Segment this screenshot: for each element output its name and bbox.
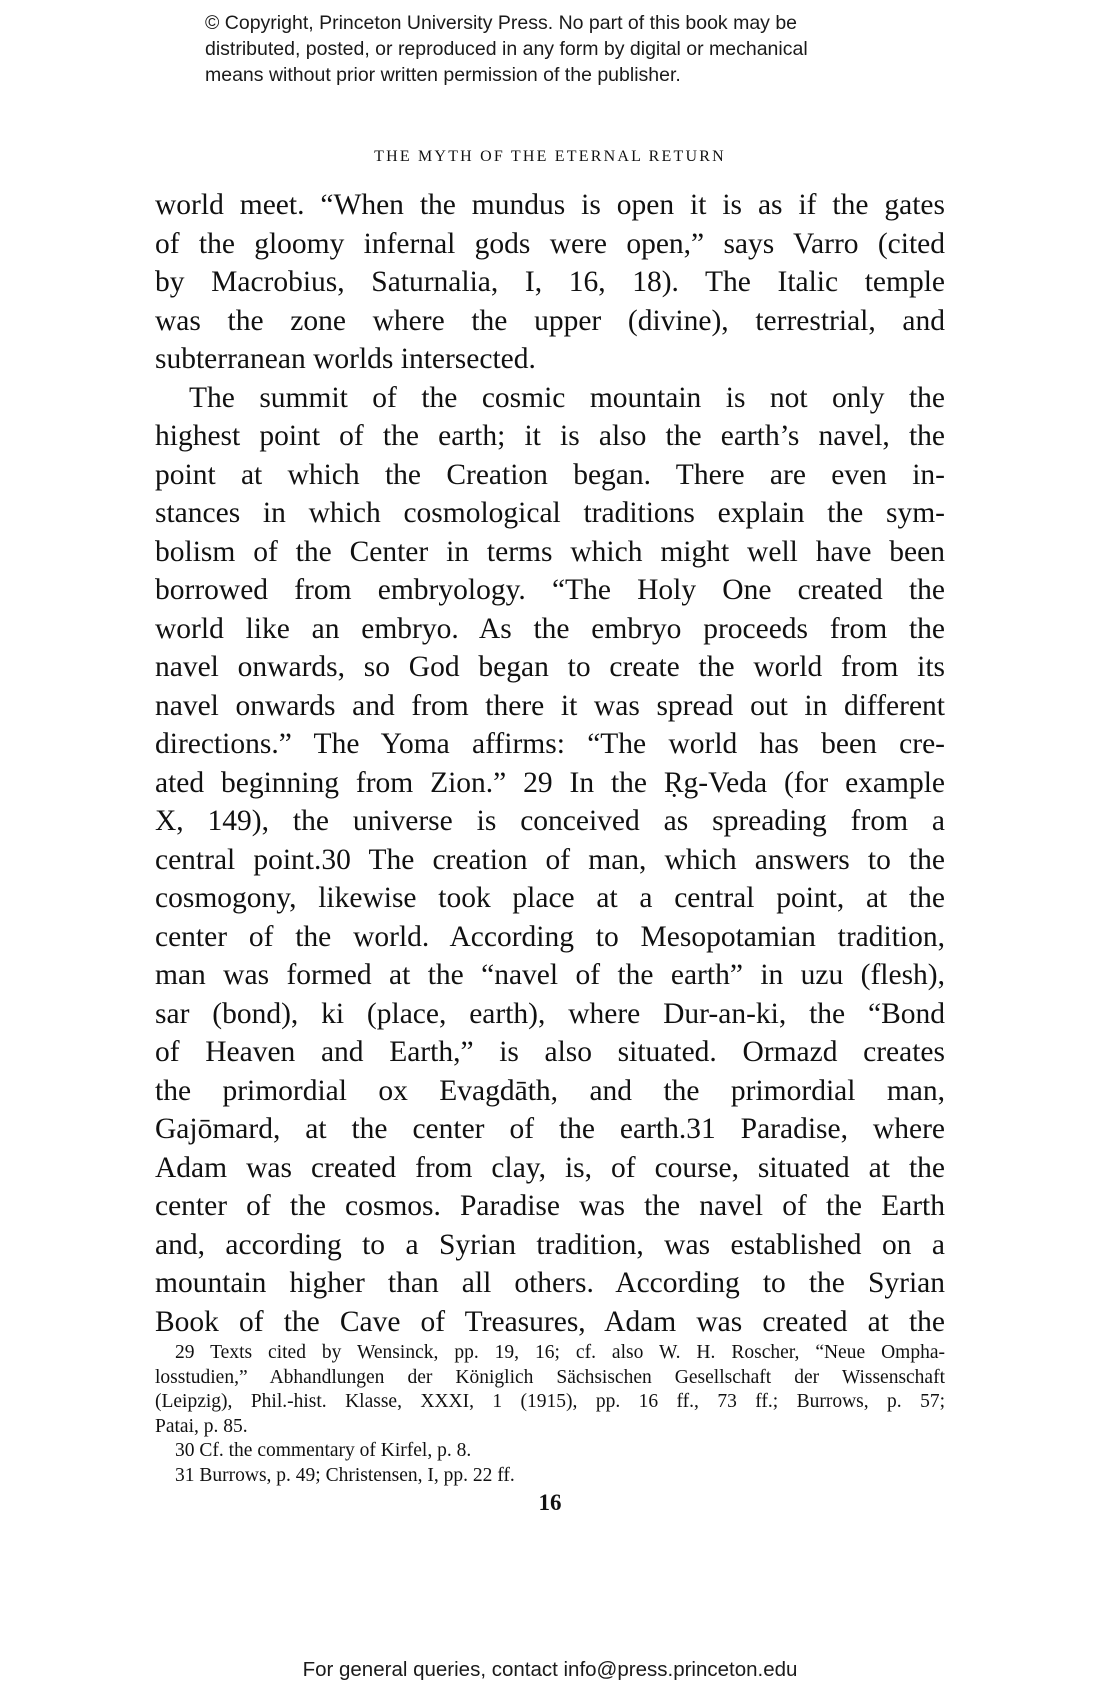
body-line: ated beginning from Zion.” 29 In the Ṛg-Veda (for example [155,766,945,799]
body-line: of the gloomy infernal gods were open,” says Varro (cited [155,227,945,260]
footnote-line: 31 Burrows, p. 49; Christensen, I, pp. 22 ff. [175,1464,515,1486]
body-line: highest point of the earth; it is also the earth’s navel, the [155,420,945,452]
body-line: cosmogony, likewise took place at a central point, at the [155,882,945,914]
body-line: navel onwards and from there it was spread out in different [155,689,945,722]
body-line: subterranean worlds intersected. [155,343,536,375]
body-line: bolism of the Center in terms which might well have been [155,535,945,568]
footnotes [155,1341,945,1488]
running-head: THE MYTH OF THE ETERNAL RETURN [374,148,726,165]
body-line: navel onwards, so God began to create the world from its [155,651,945,683]
body-line: was the zone where the upper (divine), terrestrial, and [155,304,945,337]
body-line: the primordial ox Evagdāth, and the primordial man, [155,1074,945,1107]
contact-line: For general queries, contact info@press.princeton.edu [302,1658,798,1681]
body-line: borrowed from embryology. “The Holy One created the [155,574,945,606]
body-line: Book of the Cave of Treasures, Adam was created at the [155,1305,945,1338]
body-line: Gajōmard, at the center of the earth.31 Paradise, where [155,1113,945,1145]
body-text [155,186,945,1341]
body-line: by Macrobius, Saturnalia, I, 16, 18). The Italic temple [155,266,945,298]
footnote-line: Patai, p. 85. [155,1415,248,1437]
body-line: world meet. “When the mundus is open it is as if the gates [155,189,945,221]
body-line: Adam was created from clay, is, of course, situated at the [155,1151,945,1184]
body-line: and, according to a Syrian tradition, was established on a [155,1228,945,1261]
body-line: center of the world. According to Mesopotamian tradition, [155,920,945,953]
footnote-line: 30 Cf. the commentary of Kirfel, p. 8. [175,1440,472,1461]
body-line: mountain higher than all others. According to the Syrian [155,1267,945,1299]
copyright-notice [205,10,925,88]
body-line: central point.30 The creation of man, which answers to the [155,843,945,876]
body-line: of Heaven and Earth,” is also situated. Ormazd creates [155,1036,945,1068]
copyright-line: distributed, posted, or reproduced in any form by digital or mechanical [205,38,808,60]
body-line: world like an embryo. As the embryo proceeds from the [155,612,945,645]
body-line: point at which the Creation began. There are even in- [155,458,945,491]
body-line: The summit of the cosmic mountain is not only the [189,381,945,414]
body-line: directions.” The Yoma affirms: “The world has been cre- [155,728,945,760]
footnote-line: (Leipzig), Phil.-hist. Klasse, XXXI, 1 (1915), pp. 16 ff., 73 ff.; Burrows, p. 57; [155,1391,945,1412]
footnote-line: 29 Texts cited by Wensinck, pp. 19, 16; cf. also W. H. Roscher, “Neue Ompha- [175,1342,945,1363]
copyright-line: © Copyright, Princeton University Press. No part of this book may be [205,12,798,34]
footnote-line: losstudien,” Abhandlungen der Königlich Sächsischen Gesellschaft der Wissenschaft [155,1366,945,1388]
body-line: center of the cosmos. Paradise was the navel of the Earth [155,1190,945,1222]
body-line: stances in which cosmological traditions explain the sym- [155,497,945,529]
body-line: sar (bond), ki (place, earth), where Dur-an-ki, the “Bond [155,997,945,1030]
body-line: X, 149), the universe is conceived as spreading from a [155,805,945,837]
copyright-line: means without prior written permission of the publisher. [205,64,681,86]
body-line: man was formed at the “navel of the earth” in uzu (flesh), [155,959,945,991]
page-number: 16 [538,1490,562,1515]
